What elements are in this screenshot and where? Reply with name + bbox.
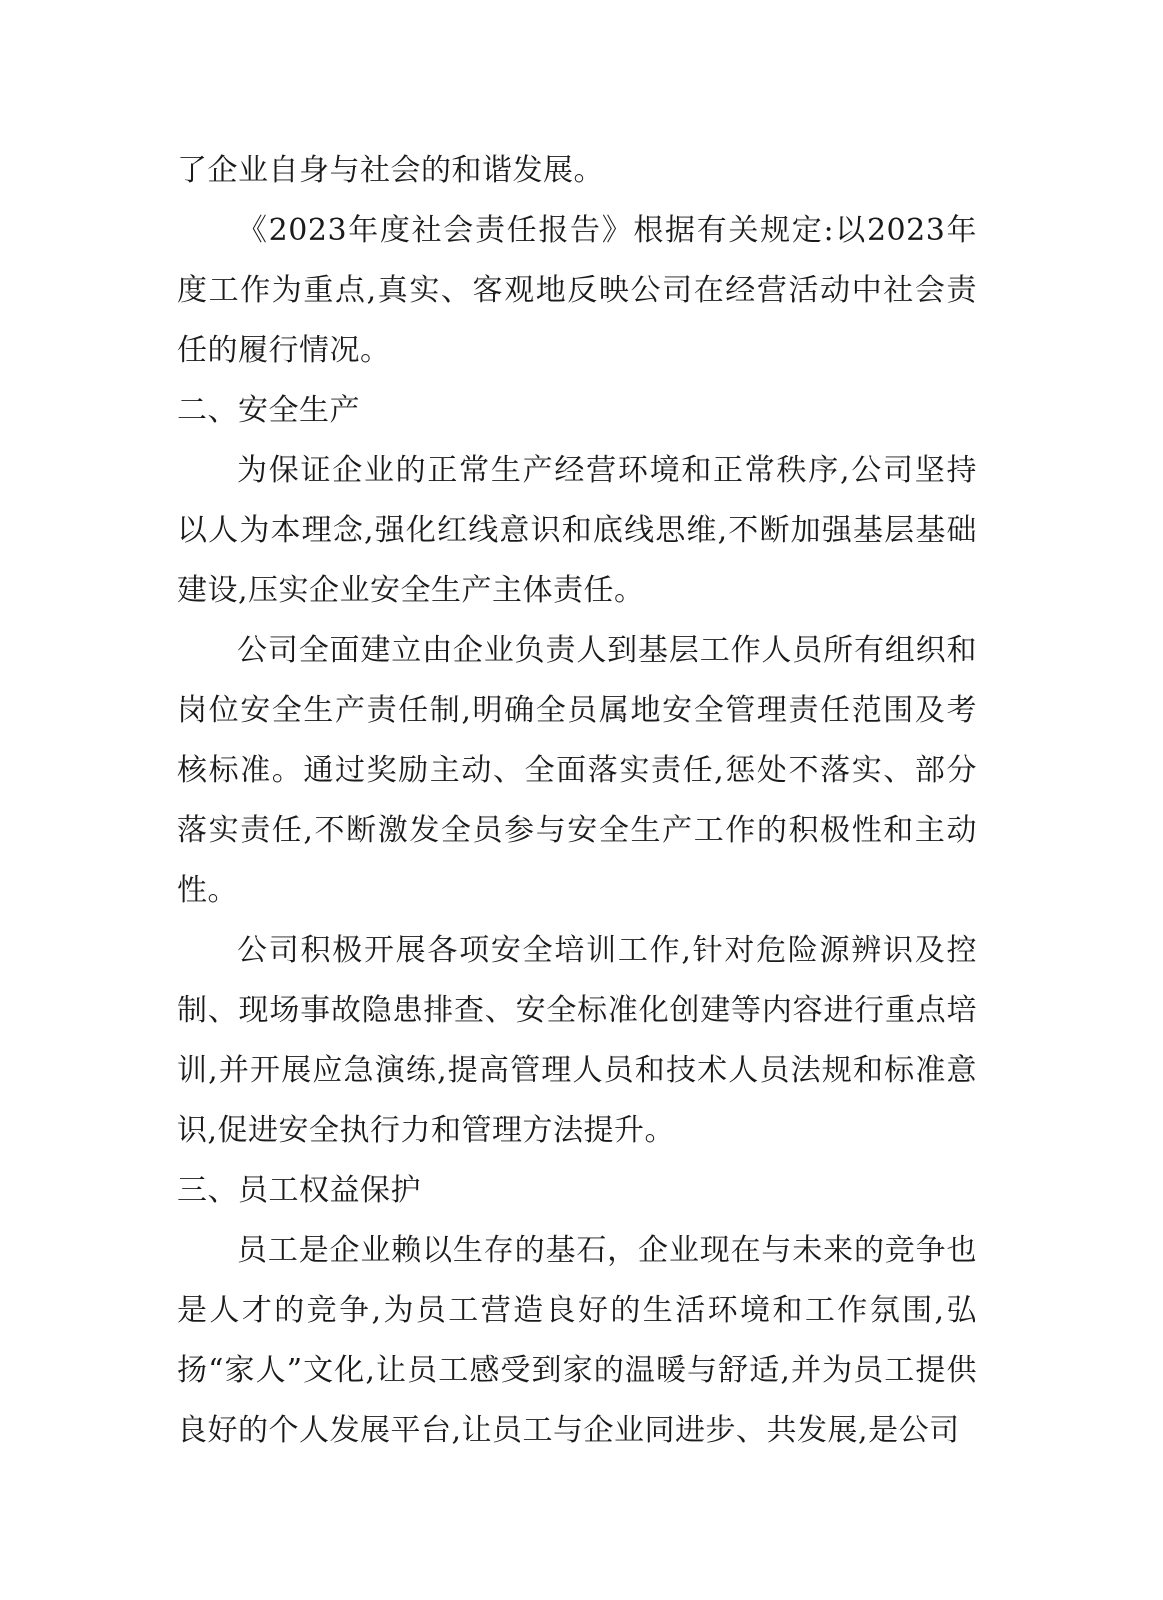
paragraph-continuation: 了企业自身与社会的和谐发展。 [177, 153, 604, 188]
paragraph-safety-2: 公司全面建立由企业负责人到基层工作人员所有组织和岗位安全生产责任制,明确全员属地安全管理责任范围及考核标准。通过奖励主动、全面落实责任,惩处不落实、部分落实责任,不断激发全员参与安全生产工作的积极性和主动性。 [177, 633, 977, 908]
paragraph-employee-1: 员工是企业赖以生存的基石，企业现在与未来的竞争也是人才的竞争,为员工营造良好的生活环境和工作氛围,弘扬“家人”文化,让员工感受到家的温暖与舒适,并为员工提供良好的个人发展平台,让员工与企业同进步、共发展,是公司 [177, 1233, 977, 1448]
paragraph-safety-3: 公司积极开展各项安全培训工作,针对危险源辨识及控制、现场事故隐患排查、安全标准化创建等内容进行重点培训,并开展应急演练,提高管理人员和技术人员法规和标准意识,促进安全执行力和管理方法提升。 [177, 933, 977, 1148]
paragraph-report-intro: 《2023年度社会责任报告》根据有关规定:以2023年度工作为重点,真实、客观地反映公司在经营活动中社会责任的履行情况。 [177, 213, 977, 368]
section-heading-employee-rights: 三、员工权益保护 [177, 1173, 421, 1208]
paragraph-safety-1: 为保证企业的正常生产经营环境和正常秩序,公司坚持以人为本理念,强化红线意识和底线思维,不断加强基层基础建设,压实企业安全生产主体责任。 [177, 453, 977, 608]
document-body [177, 141, 977, 1461]
section-heading-safety: 二、安全生产 [177, 393, 360, 428]
